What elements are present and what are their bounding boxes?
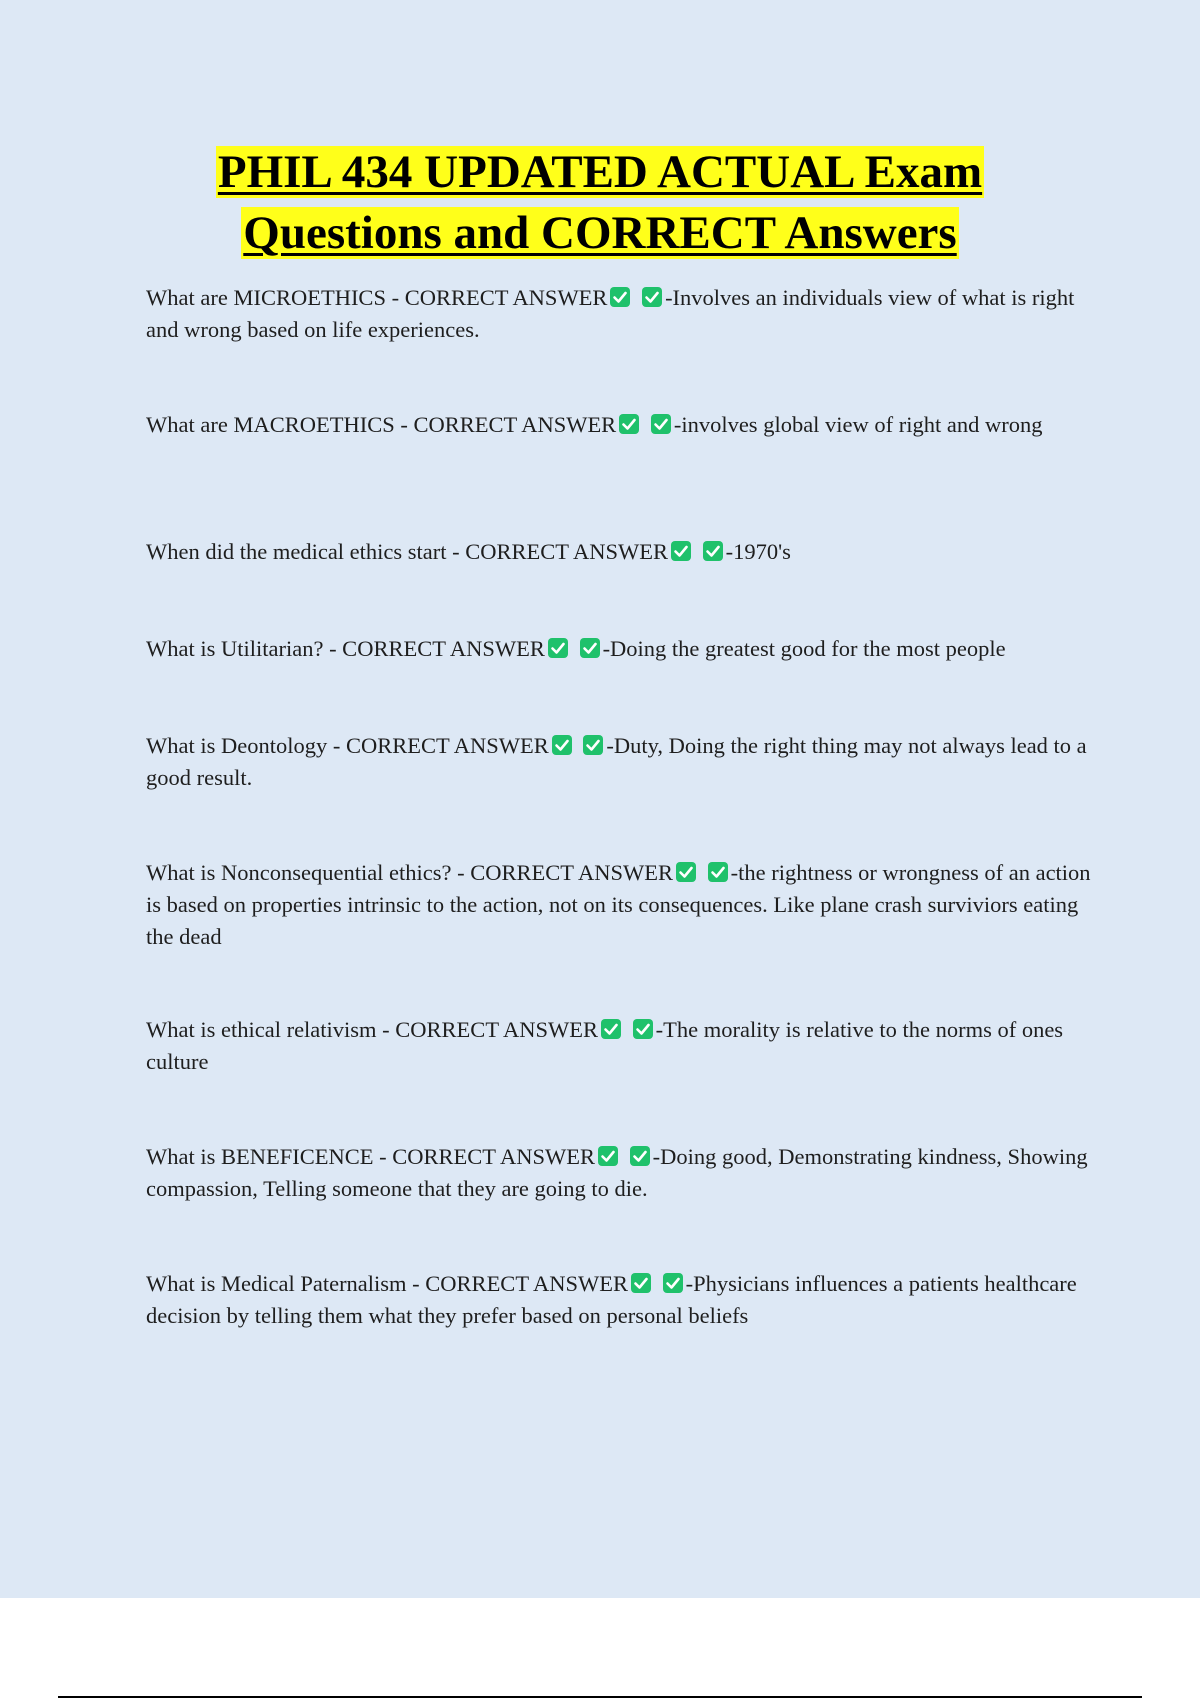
answer-text: -involves global view of right and wrong bbox=[673, 412, 1043, 437]
answer-text: -Duty, Doing the right thing may not always lead to a good result. bbox=[146, 733, 1087, 790]
check-box-icon bbox=[618, 413, 640, 435]
check-box-icon bbox=[579, 637, 601, 659]
qa-item bbox=[146, 282, 1091, 346]
footer-divider bbox=[58, 1696, 1142, 1698]
check-box-icon bbox=[600, 1018, 622, 1040]
qa-item bbox=[146, 633, 1091, 665]
question-text: What is Utilitarian? - CORRECT ANSWER bbox=[146, 636, 545, 661]
check-box-icon bbox=[662, 1272, 684, 1294]
check-box-icon bbox=[707, 861, 729, 883]
qa-item bbox=[146, 730, 1091, 794]
check-box-icon bbox=[670, 540, 692, 562]
title-line-2: Questions and CORRECT Answers bbox=[243, 207, 957, 259]
title-line-1: PHIL 434 UPDATED ACTUAL Exam bbox=[217, 146, 983, 198]
question-text: What is BENEFICENCE - CORRECT ANSWER bbox=[146, 1144, 595, 1169]
qa-item bbox=[146, 409, 1091, 441]
answer-text: -1970's bbox=[725, 539, 791, 564]
answer-text: -Doing good, Demonstrating kindness, Showing compassion, Telling someone that they are going to die. bbox=[146, 1144, 1088, 1201]
check-box-icon bbox=[632, 1018, 654, 1040]
answer-text: -The morality is relative to the norms of ones culture bbox=[146, 1017, 1064, 1074]
check-box-icon bbox=[597, 1145, 619, 1167]
check-box-icon bbox=[629, 1145, 651, 1167]
check-box-icon bbox=[641, 286, 663, 308]
qa-item bbox=[146, 857, 1091, 953]
qa-item bbox=[146, 536, 1091, 568]
qa-item bbox=[146, 1268, 1091, 1332]
answer-text: -the rightness or wrongness of an action is based on properties intrinsic to the action, not on its consequences. Like plane crash surviviors eating the dead bbox=[146, 860, 1091, 949]
question-text: What is Medical Paternalism - CORRECT ANSWER bbox=[146, 1271, 629, 1296]
check-box-icon bbox=[702, 540, 724, 562]
check-box-icon bbox=[609, 286, 631, 308]
question-text: What is ethical relativism - CORRECT ANSWER bbox=[146, 1017, 599, 1042]
qa-item bbox=[146, 1141, 1091, 1205]
question-text: What are MACROETHICS - CORRECT ANSWER bbox=[146, 412, 617, 437]
check-box-icon bbox=[551, 734, 573, 756]
answer-text: -Involves an individuals view of what is right and wrong based on life experiences. bbox=[146, 285, 1075, 342]
check-box-icon bbox=[547, 637, 569, 659]
qa-item bbox=[146, 1014, 1091, 1078]
question-text: What is Deontology - CORRECT ANSWER bbox=[146, 733, 549, 758]
document-title bbox=[0, 142, 1200, 264]
answer-text: -Physicians influences a patients healthcare decision by telling them what they prefer based on personal beliefs bbox=[146, 1271, 1077, 1328]
question-text: When did the medical ethics start - CORRECT ANSWER bbox=[146, 539, 669, 564]
question-text: What is Nonconsequential ethics? - CORRECT ANSWER bbox=[146, 860, 674, 885]
check-box-icon bbox=[582, 734, 604, 756]
check-box-icon bbox=[675, 861, 697, 883]
answer-text: -Doing the greatest good for the most people bbox=[602, 636, 1006, 661]
question-text: What are MICROETHICS - CORRECT ANSWER bbox=[146, 285, 608, 310]
check-box-icon bbox=[630, 1272, 652, 1294]
check-box-icon bbox=[650, 413, 672, 435]
